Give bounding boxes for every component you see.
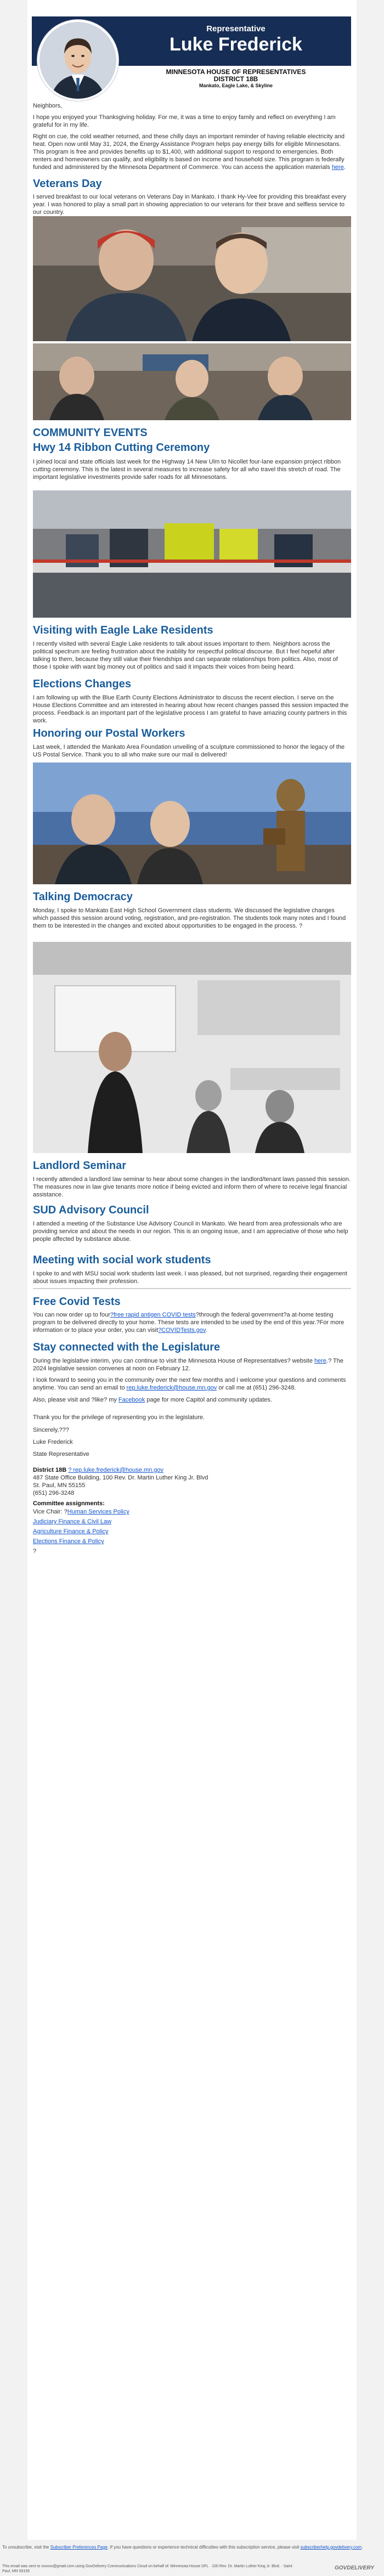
facebook-link[interactable]: Facebook [118,1397,145,1403]
free-covid-tests-link[interactable]: ?free rapid antigen COVID tests [110,1312,196,1318]
covidtests-gov-link[interactable]: ?COVIDTests.gov [158,1327,206,1334]
democracy-text: Monday, I spoke to Mankato East High School Government class students. We discussed the legislative changes which passed this session around voting, registration, and pre-registration. The students took many notes and I found them to be interested in the changes and excited about opportunities to be engaged in the process. ? [33,907,346,929]
thanks-text: Thank you for the privilege of representing you in the legislature. [33,1414,205,1421]
committee-link-judiciary[interactable]: Judiciary Finance & Civil Law [33,1518,112,1525]
trailing-mark: ? [33,1548,37,1555]
covid-text: You can now order up to four?free rapid antigen COVID tests?through the federal government?a at-home testing program to be delivered directly to your home. These tests are intended to be used by the end of this year.?For more information or to place your order, you can visit?COVIDTests.gov. [33,1312,345,1334]
divider [33,1288,351,1289]
avatar [37,20,118,101]
social-work-text: I spoke to and with MSU social work students last week. I was pleased, but not surprised, regarding their engagement about issues impacting their profession. [33,1270,347,1285]
veterans-photo-1 [33,216,351,341]
democracy-classroom-photo [33,942,351,1153]
ribbon-cutting-photo [33,490,351,618]
committee-label: Committee assignments: [33,1500,105,1507]
office-phone: (651) 296-3248 [33,1490,75,1496]
contact-email-link[interactable]: ? rep.luke.frederick@house.mn.gov [68,1467,164,1473]
committee-link-human-services[interactable]: Human Services Policy [67,1509,129,1515]
sud-text: I attended a meeting of the Substance Use Advisory Council in Mankato. We heard from area professionals who are providing service and about the needs in our region. This is an ongoing issue, and I am appreciative of those who help people affected by substance abuse. [33,1221,348,1242]
district-contact-line: District 18B ? rep.luke.frederick@house.mn.gov [33,1467,164,1473]
covid-heading: Free Covid Tests [33,1296,121,1308]
govdelivery-logo: GOVDELIVERY [335,2565,375,2571]
sincerely: Sincerely,??? [33,1427,69,1433]
postal-sculpture-photo [33,762,351,884]
hwy14-text: I joined local and state officials last week for the Highway 14 New Ulm to Nicollet four-lane expansion project ribbon cutting ceremony. This is the latest in several measures to increase safety for all who travel this stretch of road. The important legislative investments provide safer roads for all Minnesotans. [33,459,341,481]
sent-to-text: This email was sent to xxxxxx@gmail.com using GovDelivery Communications Cloud on behalf of: Minnesota House DFL · 100 Rev. Dr. Martin Luther King Jr. Blvd. · Saint Paul, MN 55155 [2,2564,292,2573]
eagle-lake-text: I recently visited with several Eagle Lake residents to talk about issues important to them. Neighbors across the political spectrum are feeling frustration about the inability for respectful political discourse. But I feel hopeful after talking to them, because they still value their friendships and can separate relationships from politics. Also, most of those I spoke with want big money out of politics and said it impacts their voices from being heard. [33,641,338,670]
veterans-heading: Veterans Day [33,178,102,190]
signature-title: State Representative [33,1451,89,1458]
elections-text: I am following up with the Blue Earth County Elections Administrator to discuss the recent election. I serve on the House Elections Committee and am interested in hearing about how recent changes passed this session impacted the process. Feedback is an important part of the legislative process I am grateful to have amazing county partners in this work. [33,694,349,724]
header-name: Luke Frederick [170,34,302,55]
email-body [27,0,357,2540]
house-website-link[interactable]: here [314,1358,327,1364]
stay-paragraph-1: During the legislative interim, you can continue to visit the Minnesota House of Representatives? website here.? The 2024 legislative session convenes at noon on February 12. [33,1358,344,1372]
committee-item [33,1528,351,1535]
intro-paragraph-1: I hope you enjoyed your Thanksgiving holiday. For me, it was a time to enjoy family and reflect on everything I am grateful for in my life. [33,114,336,128]
subscriber-preferences-link[interactable]: Subscriber Preferences Page [50,2545,108,2550]
header-house: MINNESOTA HOUSE OF REPRESENTATIVES [166,68,306,76]
hwy14-heading: Hwy 14 Ribbon Cutting Ceremony [33,442,210,454]
elections-heading: Elections Changes [33,678,131,690]
community-events-heading: COMMUNITY EVENTS [33,427,148,439]
header-cities: Mankato, Eagle Lake, & Skyline [199,83,273,88]
landlord-heading: Landlord Seminar [33,1160,127,1172]
stay-paragraph-2: I look forward to seeing you in the community over the next few months and I welcome your questions and comments anytime. You can send an email to rep.luke.frederick@house.mn.gov or call me at (651) 296-3248. [33,1377,346,1391]
committee-item [33,1518,351,1526]
committee-link-elections[interactable]: Elections Finance & Policy [33,1538,104,1545]
vice-chair-line: Vice Chair: ?Human Services Policy [33,1509,129,1515]
democracy-heading: Talking Democracy [33,891,133,903]
postal-heading: Honoring our Postal Workers [33,727,185,739]
header-title: Representative [206,24,266,33]
veterans-photo-2 [33,343,351,420]
committee-item [33,1538,351,1545]
header-district: DISTRICT 18B [213,75,258,83]
office-address: 487 State Office Building, 100 Rev. Dr. Martin Luther King Jr. Blvd [33,1475,208,1481]
greeting: Neighbors, [33,103,63,109]
veterans-text: I served breakfast to our local veterans on Veterans Day in Mankato. I thank Hy-Vee for providing this breakfast every year. I was honored to play a small part in showing appreciation to our veterans for their brave and selfless service to our country. [33,194,347,216]
postal-text: Last week, I attended the Mankato Area Foundation unveiling of a sculpture commissioned to honor the legacy of the US Postal Service. Thank you to all who make sure our mail is delivered! [33,744,345,758]
unsubscribe-text: To unsubscribe, visit the Subscriber Preferences Page. If you have questions or experience technical difficulties with this subscription service, please visit subscriberhelp.govdelivery.com. [2,2545,363,2550]
eagle-lake-heading: Visiting with Eagle Lake Residents [33,624,213,636]
stay-connected-heading: Stay connected with the Legislature [33,1341,221,1353]
energy-assistance-text: Right on cue, the cold weather returned, and these chilly days an important reminder of having reliable electricity and heat. Open now until May 31, 2024, the Energy Assistance Program helps pay energy bills for eligible Minnesotans. This program is free and provides benefits up to $1,400, with additional support to respond to emergencies. Both renters and homeowners can qualify, and eligibility is based on income and household size. This program is federally funded and administered by the Minnesota Department of Commerce. You can access the application materials [33,133,345,171]
subscriber-help-link[interactable]: subscriberhelp.govdelivery.com [300,2545,362,2550]
energy-assistance-link[interactable]: here [331,164,344,171]
signature-name: Luke Frederick [33,1439,73,1445]
stay-paragraph-3: Also, please visit and ?like? my Facebook page for more Capitol and community updates. [33,1397,272,1403]
sud-heading: SUD Advisory Council [33,1204,149,1216]
intro-paragraph-2: Right on cue, the cold weather returned, and these chilly days an important reminder of having reliable electricity and heat. Open now until May 31, 2024, the Energy Assistance Program helps pay energy bills for eligible Minnesotans. This program is free and provides benefits up to $1,400, with additional support to respond to emergencies. Both renters and homeowners can qualify, and eligibility is based on income and household size. This program is federally funded and administered by the Minnesota Department of Commerce. You can access the application materials here. [33,133,346,171]
office-city: St. Paul, MN 55155 [33,1482,86,1489]
landlord-text: I recently attended a landlord law seminar to hear about some changes in the landlord/tenant laws passed this session. The measures now in law give tenants more notice if being evicted and inform them of where to receive legal financial assistance. [33,1176,351,1198]
committee-link-agriculture[interactable]: Agriculture Finance & Policy [33,1528,109,1535]
rep-email-link[interactable]: rep.luke.frederick@house.mn.gov [126,1385,217,1391]
social-work-heading: Meeting with social work students [33,1254,211,1266]
